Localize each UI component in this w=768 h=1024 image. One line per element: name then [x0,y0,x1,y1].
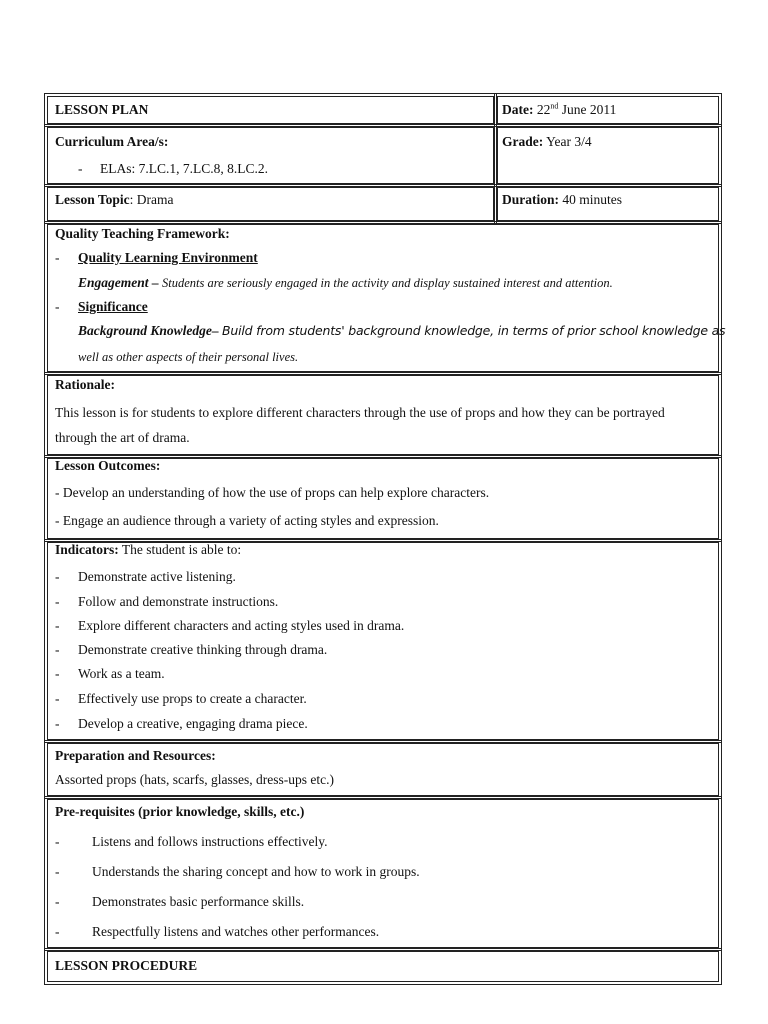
resources-section [47,743,719,796]
prerequisites-title: Pre-requisites (prior knowledge, skills, etc.) [55,804,305,819]
framework-item2-sub: Background Knowledge– [78,323,219,338]
outcome-item: - Engage an audience through a variety of acting styles and expression. [55,513,439,528]
duration-value: 40 minutes [562,192,622,207]
curriculum-label: Curriculum Area/s: [55,134,169,149]
duration-line [502,192,622,208]
outcome-item: - Develop an understanding of how the use of props can help explore characters. [55,485,490,500]
curriculum-cell [47,127,494,184]
prerequisite-item: Respectfully listens and watches other performances. [92,924,380,939]
rationale-section [47,375,719,455]
framework-bullet-1: - [55,250,60,265]
indicator-bullet: - [55,569,60,584]
indicators-heading [55,542,241,558]
curriculum-bullet: - [78,161,83,176]
framework-item1-line [78,275,613,291]
prerequisite-item: Demonstrates basic performance skills. [92,894,305,909]
indicator-item: Demonstrate active listening. [78,569,236,584]
framework-bullet-2: - [55,299,60,314]
procedure-section [47,951,719,982]
prerequisite-bullet: - [55,894,60,909]
topic-value: : Drama [129,192,174,207]
framework-item1-heading: Quality Learning Environment [78,250,258,265]
date-suffix: nd [550,101,559,111]
framework-item1-sub: Engagement – [78,275,159,290]
indicator-item: Work as a team. [78,666,165,681]
framework-section [47,224,726,372]
framework-item2-text-1: Build from students' background knowledge, in terms of prior school knowledge as [222,323,726,338]
indicator-bullet: - [55,594,60,609]
procedure-title: LESSON PROCEDURE [55,958,198,973]
indicator-bullet: - [55,691,60,706]
indicator-item: Follow and demonstrate instructions. [78,594,279,609]
rationale-line-1: This lesson is for students to explore different characters through the use of props and how they can be portrayed [55,405,665,420]
outcomes-title: Lesson Outcomes: [55,458,161,473]
prerequisite-bullet: - [55,834,60,849]
framework-title: Quality Teaching Framework: [55,226,230,241]
topic-line [55,192,174,208]
topic-cell [47,187,494,221]
grade-line [502,134,592,150]
outcomes-section [47,458,719,539]
indicator-bullet: - [55,642,60,657]
indicator-item: Demonstrate creative thinking through drama. [78,642,328,657]
framework-item2-text-2: well as other aspects of their personal lives. [78,350,299,364]
indicators-section [47,542,719,740]
date-rest: June 2011 [561,102,617,117]
date-label: Date: [502,102,534,117]
duration-cell [497,187,719,221]
framework-item2-heading: Significance [78,299,148,314]
prerequisite-bullet: - [55,864,60,879]
lesson-plan-title: LESSON PLAN [55,102,149,117]
indicator-item: Develop a creative, engaging drama piece. [78,716,308,731]
indicator-item: Explore different characters and acting styles used in drama. [78,618,405,633]
date-line [502,102,616,118]
indicators-title: Indicators: [55,542,119,557]
indicator-item: Effectively use props to create a character. [78,691,307,706]
rationale-title: Rationale: [55,377,115,392]
resources-title: Preparation and Resources: [55,748,216,763]
date-cell [497,96,719,124]
prerequisite-bullet: - [55,924,60,939]
resources-text: Assorted props (hats, scarfs, glasses, dress-ups etc.) [55,772,334,787]
rationale-line-2: through the art of drama. [55,430,190,445]
grade-label: Grade: [502,134,544,149]
prerequisites-section [47,799,719,948]
date-day: 22 [536,102,551,117]
lesson-plan-cell [47,96,494,124]
indicator-bullet: - [55,716,60,731]
prerequisite-item: Understands the sharing concept and how to work in groups. [92,864,420,879]
grade-value: Year 3/4 [546,134,592,149]
prerequisite-item: Listens and follows instructions effectively. [92,834,328,849]
indicators-intro: The student is able to: [121,542,242,557]
indicator-bullet: - [55,618,60,633]
indicator-bullet: - [55,666,60,681]
duration-label: Duration: [502,192,559,207]
framework-item1-text: Students are seriously engaged in the activity and display sustained interest and attention. [162,276,613,290]
grade-cell [497,127,719,184]
curriculum-item: ELAs: 7.LC.1, 7.LC.8, 8.LC.2. [100,161,268,176]
topic-label: Lesson Topic [55,192,130,207]
framework-item2-line [78,323,725,339]
